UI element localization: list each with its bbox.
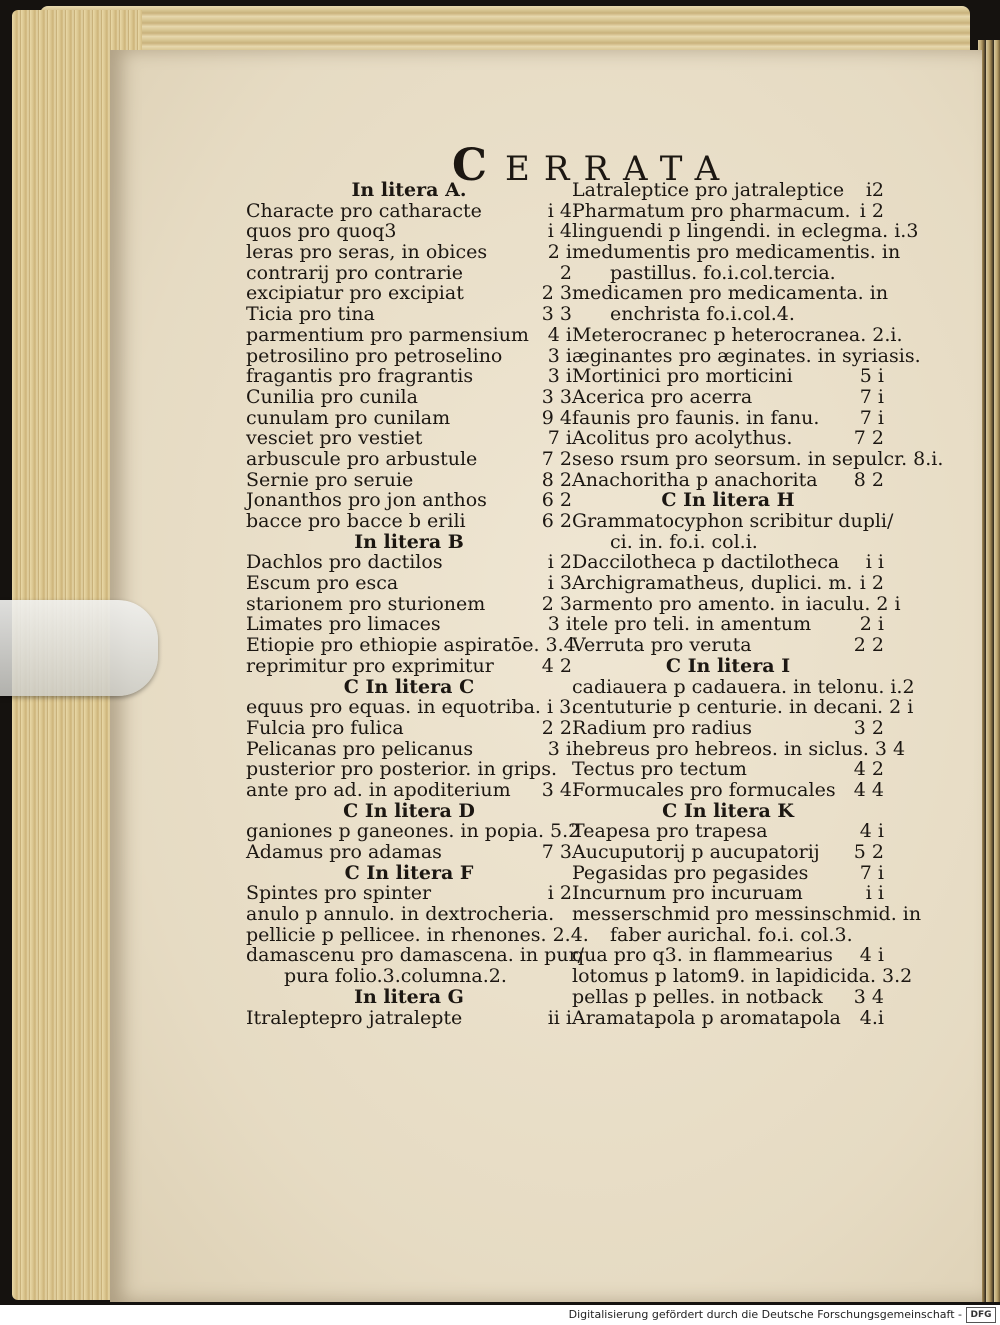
entry-text: tele pro teli. in amentum — [572, 613, 812, 636]
entry-location: 4 i — [547, 323, 572, 346]
errata-entry — [572, 737, 906, 760]
entry-location: 2 2 — [853, 634, 884, 657]
entry-location: 7 i — [547, 427, 572, 450]
entry-location: 7 2 — [541, 447, 572, 470]
entry-location: 3 3 — [541, 303, 572, 326]
entry-text: reprimitur pro exprimitur — [246, 654, 494, 677]
entry-text: leras pro seras, in obices — [246, 241, 488, 264]
entry-text: armento pro amento. in iaculu. — [572, 592, 871, 615]
entry-location: i 2 — [547, 551, 572, 574]
section-heading — [246, 863, 572, 884]
entry-location: i 4 — [547, 220, 572, 243]
entry-text: pellicie p pellicee. in rhenones. — [246, 923, 547, 946]
entry-text: C In litera H — [661, 489, 795, 512]
errata-entry — [572, 220, 919, 243]
errata-entry — [572, 903, 922, 926]
entry-text: Radium pro radius — [572, 716, 752, 739]
entry-text: Daccilotheca p dactilotheca — [572, 551, 840, 574]
entry-location: i 3. — [546, 696, 578, 719]
entry-location: 2 i — [859, 613, 884, 636]
errata-entry — [572, 614, 884, 635]
section-heading — [246, 180, 572, 201]
entry-text: C In litera C — [343, 675, 475, 698]
errata-entry — [572, 759, 884, 780]
entry-text: Aramatapola p aromatapola — [572, 1006, 841, 1029]
entry-text: faber aurichal. fo.i. col.3. — [610, 923, 853, 946]
errata-entry — [246, 656, 572, 677]
entry-location: 5 i — [859, 365, 884, 388]
errata-entry — [246, 718, 572, 739]
entry-location: 7 i — [859, 406, 884, 429]
entry-text: C In litera D — [343, 799, 475, 822]
errata-entry — [246, 634, 576, 657]
entry-location: i i — [865, 882, 884, 905]
errata-entry — [572, 635, 884, 656]
title-initial: C — [452, 140, 502, 191]
entry-location: 4 i — [859, 820, 884, 843]
entry-text: Pelicanas pro pelicanus — [246, 737, 474, 760]
page-holder-clip — [0, 600, 158, 696]
section-heading — [246, 801, 572, 822]
errata-entry — [246, 842, 572, 863]
entry-location: 6 2 — [541, 489, 572, 512]
entry-text: Etiopie pro ethiopie aspiratōe. — [246, 634, 540, 657]
entry-text: C In litera I — [665, 654, 791, 677]
errata-entry — [246, 470, 572, 491]
entry-text: In litera B — [354, 530, 464, 553]
entry-location: 2 — [559, 261, 572, 284]
entry-text: anulo p annulo. in dextrocheria. — [246, 903, 555, 926]
entry-text: In litera G — [354, 985, 464, 1008]
errata-entry — [572, 532, 884, 553]
errata-entry — [572, 675, 915, 698]
entry-text: hebreus pro hebreos. in siclus. — [572, 737, 869, 760]
errata-entry — [246, 820, 581, 843]
entry-location: 2 i — [876, 592, 901, 615]
errata-entry — [246, 242, 572, 263]
errata-entry — [572, 304, 884, 325]
entry-location: 2 2 — [541, 716, 572, 739]
entry-text: Meterocranec p heterocranea. — [572, 323, 867, 346]
entry-location: i2 — [865, 179, 884, 201]
errata-entry — [246, 201, 572, 222]
entry-location: 3.2 — [881, 965, 913, 988]
errata-entry — [572, 718, 884, 739]
errata-entry — [246, 221, 572, 242]
entry-location: i.3 — [894, 220, 919, 243]
entry-location: 3.4 — [545, 634, 576, 657]
entry-text: petrosilino pro petroselino — [246, 344, 503, 367]
errata-entry — [246, 304, 572, 325]
errata-entry — [572, 201, 884, 222]
entry-location: 3 i — [547, 344, 572, 367]
entry-text: pellas p pelles. in notback — [572, 985, 823, 1008]
entry-text: Sernie pro seruie — [246, 468, 414, 491]
entry-text: medumentis pro medicamentis. in — [572, 241, 901, 264]
errata-entry — [572, 387, 884, 408]
errata-entry — [246, 904, 572, 925]
section-heading — [572, 490, 884, 511]
errata-entry — [246, 739, 572, 760]
entry-location: 4 2 — [853, 758, 884, 781]
entry-text: Dachlos pro dactilos — [246, 551, 443, 574]
entry-text: Incurnum pro incuruam — [572, 882, 803, 905]
errata-entry — [572, 428, 884, 449]
entry-location: 2 3 — [541, 592, 572, 615]
entry-location: 7 3 — [541, 841, 572, 863]
errata-entry — [572, 552, 884, 573]
entry-text: Acerica pro acerra — [572, 385, 753, 408]
entry-text: In litera A. — [351, 179, 467, 201]
errata-entry — [572, 945, 884, 966]
entry-text: ganiones p ganeones. in popia. — [246, 820, 544, 843]
entry-text: Formucales pro formucales — [572, 778, 836, 801]
errata-entry — [246, 263, 572, 284]
entry-location: 2.i. — [872, 323, 903, 346]
entry-location: 7 i — [859, 385, 884, 408]
entry-text: Jonanthos pro jon anthos — [246, 489, 487, 512]
errata-entry — [572, 925, 884, 946]
entry-text: Spintes pro spinter — [246, 882, 432, 905]
errata-entry — [246, 696, 578, 719]
entry-text: faunis pro faunis. in fanu. — [572, 406, 820, 429]
entry-text: Teapesa pro trapesa — [572, 820, 768, 843]
footer-credit: Digitalisierung gefördert durch die Deutsche Forschungsgemeinschaft - — [568, 1308, 962, 1321]
entry-location: 2 i — [889, 696, 914, 719]
errata-entry — [246, 346, 572, 367]
entry-text: Ticia pro tina — [246, 303, 375, 326]
entry-text: Itraleptepro jatralepte — [246, 1006, 463, 1029]
errata-entry — [246, 449, 572, 470]
errata-entry — [246, 387, 572, 408]
errata-entry — [572, 883, 884, 904]
errata-entry — [572, 447, 944, 470]
entry-text: arbuscule pro arbustule — [246, 447, 478, 470]
errata-entry — [246, 923, 589, 946]
errata-entry — [572, 1008, 884, 1029]
entry-text: Fulcia pro fulica — [246, 716, 404, 739]
entry-text: Archigramatheus, duplici. m. — [572, 572, 853, 595]
entry-location: i 2 — [859, 572, 884, 595]
entry-text: Mortinici pro morticini — [572, 365, 793, 388]
entry-text: parmentium pro parmensium — [246, 323, 529, 346]
entry-text: pura folio.3.columna.2. — [284, 965, 507, 988]
errata-entry — [246, 944, 585, 967]
entry-location: 7 2 — [853, 427, 884, 450]
footer-bar — [0, 1305, 1000, 1325]
entry-location: i.2 — [890, 675, 915, 698]
entry-text: starionem pro sturionem — [246, 592, 486, 615]
entry-location: 3 2 — [853, 716, 884, 739]
errata-entry — [572, 592, 901, 615]
entry-text: C In litera K — [662, 799, 794, 822]
errata-entry — [246, 552, 572, 573]
entry-text: qua pro q3. in flammearius — [572, 944, 833, 967]
entry-text: cadiauera p cadauera. in telonu. — [572, 675, 885, 698]
errata-entry — [572, 344, 921, 367]
entry-location: 4 i — [859, 944, 884, 967]
entry-text: enchrista fo.i.col.4. — [610, 303, 795, 326]
entry-location: i 3 — [547, 572, 572, 595]
errata-entry — [572, 573, 884, 594]
entry-text: Pharmatum pro pharmacum. — [572, 199, 851, 222]
entry-text: Cunilia pro cunila — [246, 385, 418, 408]
errata-entry — [572, 241, 901, 264]
entry-location: i i — [865, 551, 884, 574]
errata-entry — [246, 428, 572, 449]
entry-location: i 2 — [859, 199, 884, 222]
errata-entry — [572, 263, 884, 284]
right-column — [572, 179, 944, 1029]
entry-text: excipiatur pro excipiat — [246, 282, 464, 305]
entry-text: equus pro equas. in equotriba. — [246, 696, 541, 719]
entry-text: vesciet pro vestiet — [246, 427, 423, 450]
entry-location: 3 3 — [541, 385, 572, 408]
errata-entry — [572, 366, 884, 387]
entry-location: 5 2 — [853, 841, 884, 863]
entry-location: 3 i — [547, 365, 572, 388]
errata-entry — [572, 821, 884, 842]
entry-location: 3 i — [547, 737, 572, 760]
errata-entry — [572, 965, 913, 988]
errata-entry — [572, 780, 884, 801]
entry-location: 8 2 — [853, 468, 884, 491]
errata-entry — [572, 282, 889, 305]
entry-text: lotomus p latom9. in lapidicida. — [572, 965, 876, 988]
entry-text: Tectus pro tectum — [572, 758, 747, 781]
dfg-logo: DFG — [966, 1307, 996, 1323]
errata-entry — [246, 1008, 572, 1029]
entry-text: seso rsum pro seorsum. in sepulcr. — [572, 447, 908, 470]
title-text: ERRATA — [505, 149, 734, 189]
errata-entry — [572, 408, 884, 429]
entry-text: Anachoritha p anachorita — [572, 468, 818, 491]
entry-text: contrarij pro contrarie — [246, 261, 463, 284]
errata-entry — [572, 180, 884, 201]
entry-location: i 2 — [547, 882, 572, 905]
entry-location: 9 4 — [541, 406, 572, 429]
errata-entry — [246, 594, 572, 615]
entry-text: cunulam pro cunilam — [246, 406, 451, 429]
section-heading — [246, 677, 572, 698]
errata-entry — [246, 325, 572, 346]
errata-entry — [246, 614, 572, 635]
errata-entry — [572, 510, 894, 532]
entry-location: 2 3 — [541, 282, 572, 305]
entry-text: pusterior pro posterior. in grips. — [246, 758, 558, 781]
errata-entry — [246, 573, 572, 594]
entry-text: ci. in. fo.i. col.i. — [610, 530, 758, 553]
errata-entry — [572, 987, 884, 1008]
errata-entry — [572, 863, 884, 884]
entry-location: 3 4 — [853, 985, 884, 1008]
entry-location: 4 4 — [853, 778, 884, 801]
entry-location: 7 i — [859, 861, 884, 884]
entry-text: C In litera F — [344, 861, 474, 884]
entry-text: bacce pro bacce b erili — [246, 510, 466, 532]
entry-text: Characte pro catharacte — [246, 199, 482, 222]
left-column — [246, 179, 589, 1029]
entry-text: quos pro quoq3 — [246, 220, 397, 243]
errata-entry — [572, 842, 884, 863]
errata-entry — [246, 966, 572, 987]
section-heading — [572, 801, 884, 822]
entry-location: 8.i. — [913, 447, 944, 470]
entry-text: messerschmid pro messinschmid. in — [572, 903, 922, 926]
entry-location: 5.2 — [550, 820, 581, 843]
section-heading — [246, 987, 572, 1008]
entry-text: Adamus pro adamas — [246, 841, 442, 863]
errata-entry — [572, 696, 914, 719]
errata-entry — [246, 780, 572, 801]
entry-location: 3 4 — [874, 737, 906, 760]
entry-text: Escum pro esca — [246, 572, 399, 595]
entry-text: Verruta pro veruta — [572, 634, 752, 657]
entry-text: centuturie p centurie. in decani. — [572, 696, 884, 719]
entry-text: medicamen pro medicamenta. in — [572, 282, 889, 305]
entry-text: ante pro ad. in apoditerium — [246, 778, 511, 801]
entry-text: linguendi p lingendi. in eclegma. — [572, 220, 889, 243]
entry-text: Pegasidas pro pegasides — [572, 861, 809, 884]
entry-location: 3 i — [547, 613, 572, 636]
errata-entry — [246, 759, 572, 780]
entry-text: pastillus. fo.i.col.tercia. — [610, 261, 836, 284]
errata-entry — [246, 283, 572, 304]
entry-text: Acolitus pro acolythus. — [572, 427, 793, 450]
entry-location: 2 i — [547, 241, 572, 264]
entry-location: 2.4. — [552, 923, 589, 946]
entry-location: 8 2 — [541, 468, 572, 491]
entry-location: ii i — [547, 1006, 572, 1029]
errata-entry — [246, 511, 572, 532]
entry-text: Limates pro limaces — [246, 613, 441, 636]
entry-location: 4 2 — [541, 654, 572, 677]
errata-entry — [246, 366, 572, 387]
entry-text: Aucuputorij p aucupatorij — [572, 841, 820, 863]
errata-entry — [246, 408, 572, 429]
entry-location: 6 2 — [541, 510, 572, 532]
entry-location: 4.i — [859, 1006, 884, 1029]
errata-entry — [246, 490, 572, 511]
entry-text: Latraleptice pro jatraleptice — [572, 179, 845, 201]
section-heading — [572, 656, 884, 677]
entry-text: damascenu pro damascena. in pur/ — [246, 944, 585, 967]
entry-text: æginantes pro æginates. in syriasis. — [572, 344, 921, 367]
entry-location: i 4 — [547, 199, 572, 222]
errata-entry — [572, 470, 884, 491]
entry-text: fragantis pro fragrantis — [246, 365, 474, 388]
section-heading — [246, 532, 572, 553]
errata-entry — [246, 883, 572, 904]
entry-location: 3 4 — [541, 778, 572, 801]
entry-text: Grammatocyphon scribitur dupli/ — [572, 510, 894, 532]
errata-entry — [572, 323, 903, 346]
